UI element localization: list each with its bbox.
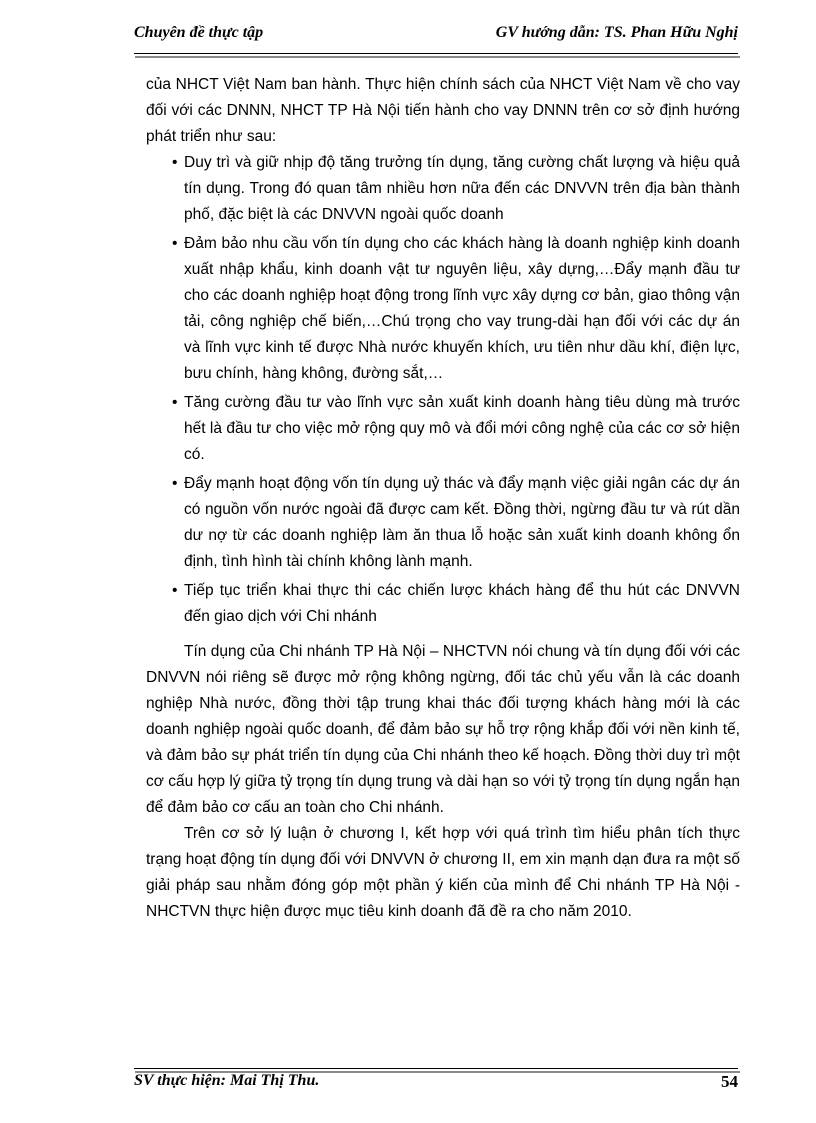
- bullet-item: [172, 578, 740, 630]
- bullet-dot: •: [172, 235, 178, 252]
- bullet-item: [172, 150, 740, 228]
- bullet-text: Tăng cường đầu tư vào lĩnh vực sản xuất kinh doanh hàng tiêu dùng mà trước hết là đầu tư cho việc mở rộng quy mô và đổi mới công nghệ của các cơ sở hiện có.: [184, 394, 740, 463]
- bullet-text: Duy trì và giữ nhịp độ tăng trưởng tín dụng, tăng cường chất lượng và hiệu quả tín dụng. Trong đó quan tâm nhiều hơn nữa đến các DNVVN trên địa bàn thành phố, đặc biệt là các DNVVN ngoài quốc doanh: [184, 154, 740, 223]
- page-header: [134, 24, 738, 46]
- header-supervisor: GV hướng dẫn: TS. Phan Hữu Nghị: [495, 24, 738, 41]
- body-paragraph: Tín dụng của Chi nhánh TP Hà Nội – NHCTVN nói chung và tín dụng đối với các DNVVN nói riêng sẽ được mở rộng không ngừng, đối tác chủ yếu vẫn là các doanh nghiệp Nhà nước, đồng thời tập trung khai thác đối tượng khách hàng mới là các doanh nghiệp ngoài quốc doanh, để đảm bảo sự hỗ trợ rộng khắp đối với nền kinh tế, và đảm bảo sự phát triển tín dụng của Chi nhánh theo kế hoạch. Đồng thời duy trì một cơ cấu hợp lý giữa tỷ trọng tín dụng trung và dài hạn so với tỷ trọng tín dụng ngắn hạn để đảm bảo cơ cấu an toàn cho Chi nhánh.: [146, 643, 740, 816]
- page-footer: [134, 1072, 738, 1096]
- bullet-text: Đảm bảo nhu cầu vốn tín dụng cho các khách hàng là doanh nghiệp kinh doanh xuất nhập khẩu, kinh doanh vật tư nguyên liệu, xây dựng,…Đẩy mạnh đầu tư cho các doanh nghiệp hoạt động trong lĩnh vực xây dựng cơ bản, giao thông vận tải, công nghiệp chế biến,…Chú trọng cho vay trung-dài hạn đối với các dự án và lĩnh vực kinh tế được Nhà nước khuyến khích, ưu tiên như dầu khí, điện lực, bưu chính, hàng không, đường sắt,…: [184, 235, 740, 382]
- header-title: Chuyên đề thực tập: [134, 24, 264, 41]
- body-paragraph: Trên cơ sở lý luận ở chương I, kết hợp với quá trình tìm hiểu phân tích thực trạng hoạt động tín dụng đối với DNVVN ở chương II, em xin mạnh dạn đưa ra một số giải pháp sau nhằm đóng góp một phần ý kiến của mình để Chi nhánh TP Hà Nội - NHCTVN thực hiện được mục tiêu kinh doanh đã đề ra cho năm 2010.: [146, 825, 740, 920]
- bullet-text: Đẩy mạnh hoạt động vốn tín dụng uỷ thác và đẩy mạnh việc giải ngân các dự án có nguồn vốn nước ngoài đã được cam kết. Đồng thời, ngừng đầu tư và rút dần dư nợ từ các doanh nghiệp làm ăn thua lỗ hoặc sản xuất kinh doanh không ổn định, tình hình tài chính không lành mạnh.: [184, 475, 740, 570]
- intro-paragraph: của NHCT Việt Nam ban hành. Thực hiện chính sách của NHCT Việt Nam về cho vay đối với các DNNN, NHCT TP Hà Nội tiến hành cho vay DNNN trên cơ sở định hướng phát triển như sau:: [146, 76, 740, 145]
- bullet-text: Tiếp tục triển khai thực thi các chiến lược khách hàng để thu hút các DNVVN đến giao dịch với Chi nhánh: [184, 582, 740, 625]
- bullet-dot: •: [172, 394, 178, 411]
- bullet-dot: •: [172, 582, 178, 599]
- footer-author: SV thực hiện: Mai Thị Thu.: [134, 1072, 320, 1089]
- bullet-item: [172, 471, 740, 575]
- bullet-dot: •: [172, 154, 178, 171]
- header-rule: [134, 53, 738, 54]
- page-number: 54: [721, 1072, 738, 1091]
- bullet-item: [172, 231, 740, 387]
- bullet-dot: •: [172, 475, 178, 492]
- footer-rule: [134, 1068, 738, 1069]
- page-body: [146, 72, 740, 925]
- header-rule-shadow: [135, 56, 740, 58]
- bullet-item: [172, 390, 740, 468]
